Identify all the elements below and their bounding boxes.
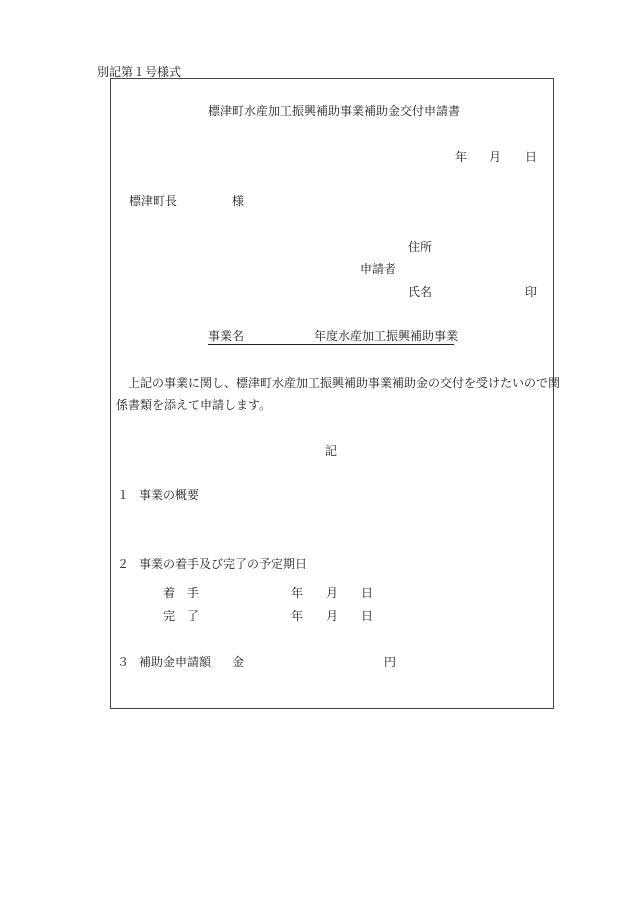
start-year: 年 xyxy=(291,586,304,600)
start-day: 日 xyxy=(361,586,374,600)
form-number: 別記第１号様式 xyxy=(97,65,182,79)
end-label: 完 了 xyxy=(163,609,200,623)
date-day: 日 xyxy=(525,150,538,164)
form-title: 標津町水産加工振興補助事業補助金交付申請書 xyxy=(208,104,461,118)
project-label: 事業名 xyxy=(208,329,245,343)
project-value: 年度水産加工振興補助事業 xyxy=(314,329,459,343)
currency-suffix: 円 xyxy=(384,655,397,669)
currency-prefix: 金 xyxy=(232,655,245,669)
start-month: 月 xyxy=(326,586,339,600)
project-line xyxy=(208,329,459,345)
applicant-label: 申請者 xyxy=(360,262,397,276)
end-month: 月 xyxy=(326,609,339,623)
ki-heading: 記 xyxy=(325,444,338,458)
date-year: 年 xyxy=(455,150,468,164)
item-3-number: ３ xyxy=(117,655,130,669)
date-month: 月 xyxy=(489,150,502,164)
item-2-number: ２ xyxy=(117,557,130,571)
addressee-name: 標津町長 xyxy=(129,194,178,208)
end-year: 年 xyxy=(291,609,304,623)
addressee-honorific: 様 xyxy=(232,194,245,208)
end-day: 日 xyxy=(361,609,374,623)
address-label: 住所 xyxy=(408,240,433,254)
seal-label: 印 xyxy=(525,285,538,299)
body-line-1: 上記の事業に関し、標津町水産加工振興補助事業補助金の交付を受けたいので関 xyxy=(128,376,561,390)
start-label: 着 手 xyxy=(163,586,200,600)
body-line-2: 係書類を添えて申請します。 xyxy=(116,398,272,412)
name-label: 氏名 xyxy=(408,285,433,299)
item-1-label: 事業の概要 xyxy=(139,488,200,502)
item-1-number: １ xyxy=(117,488,130,502)
item-3-label: 補助金申請額 xyxy=(139,655,212,669)
item-2-label: 事業の着手及び完了の予定期日 xyxy=(139,557,308,571)
